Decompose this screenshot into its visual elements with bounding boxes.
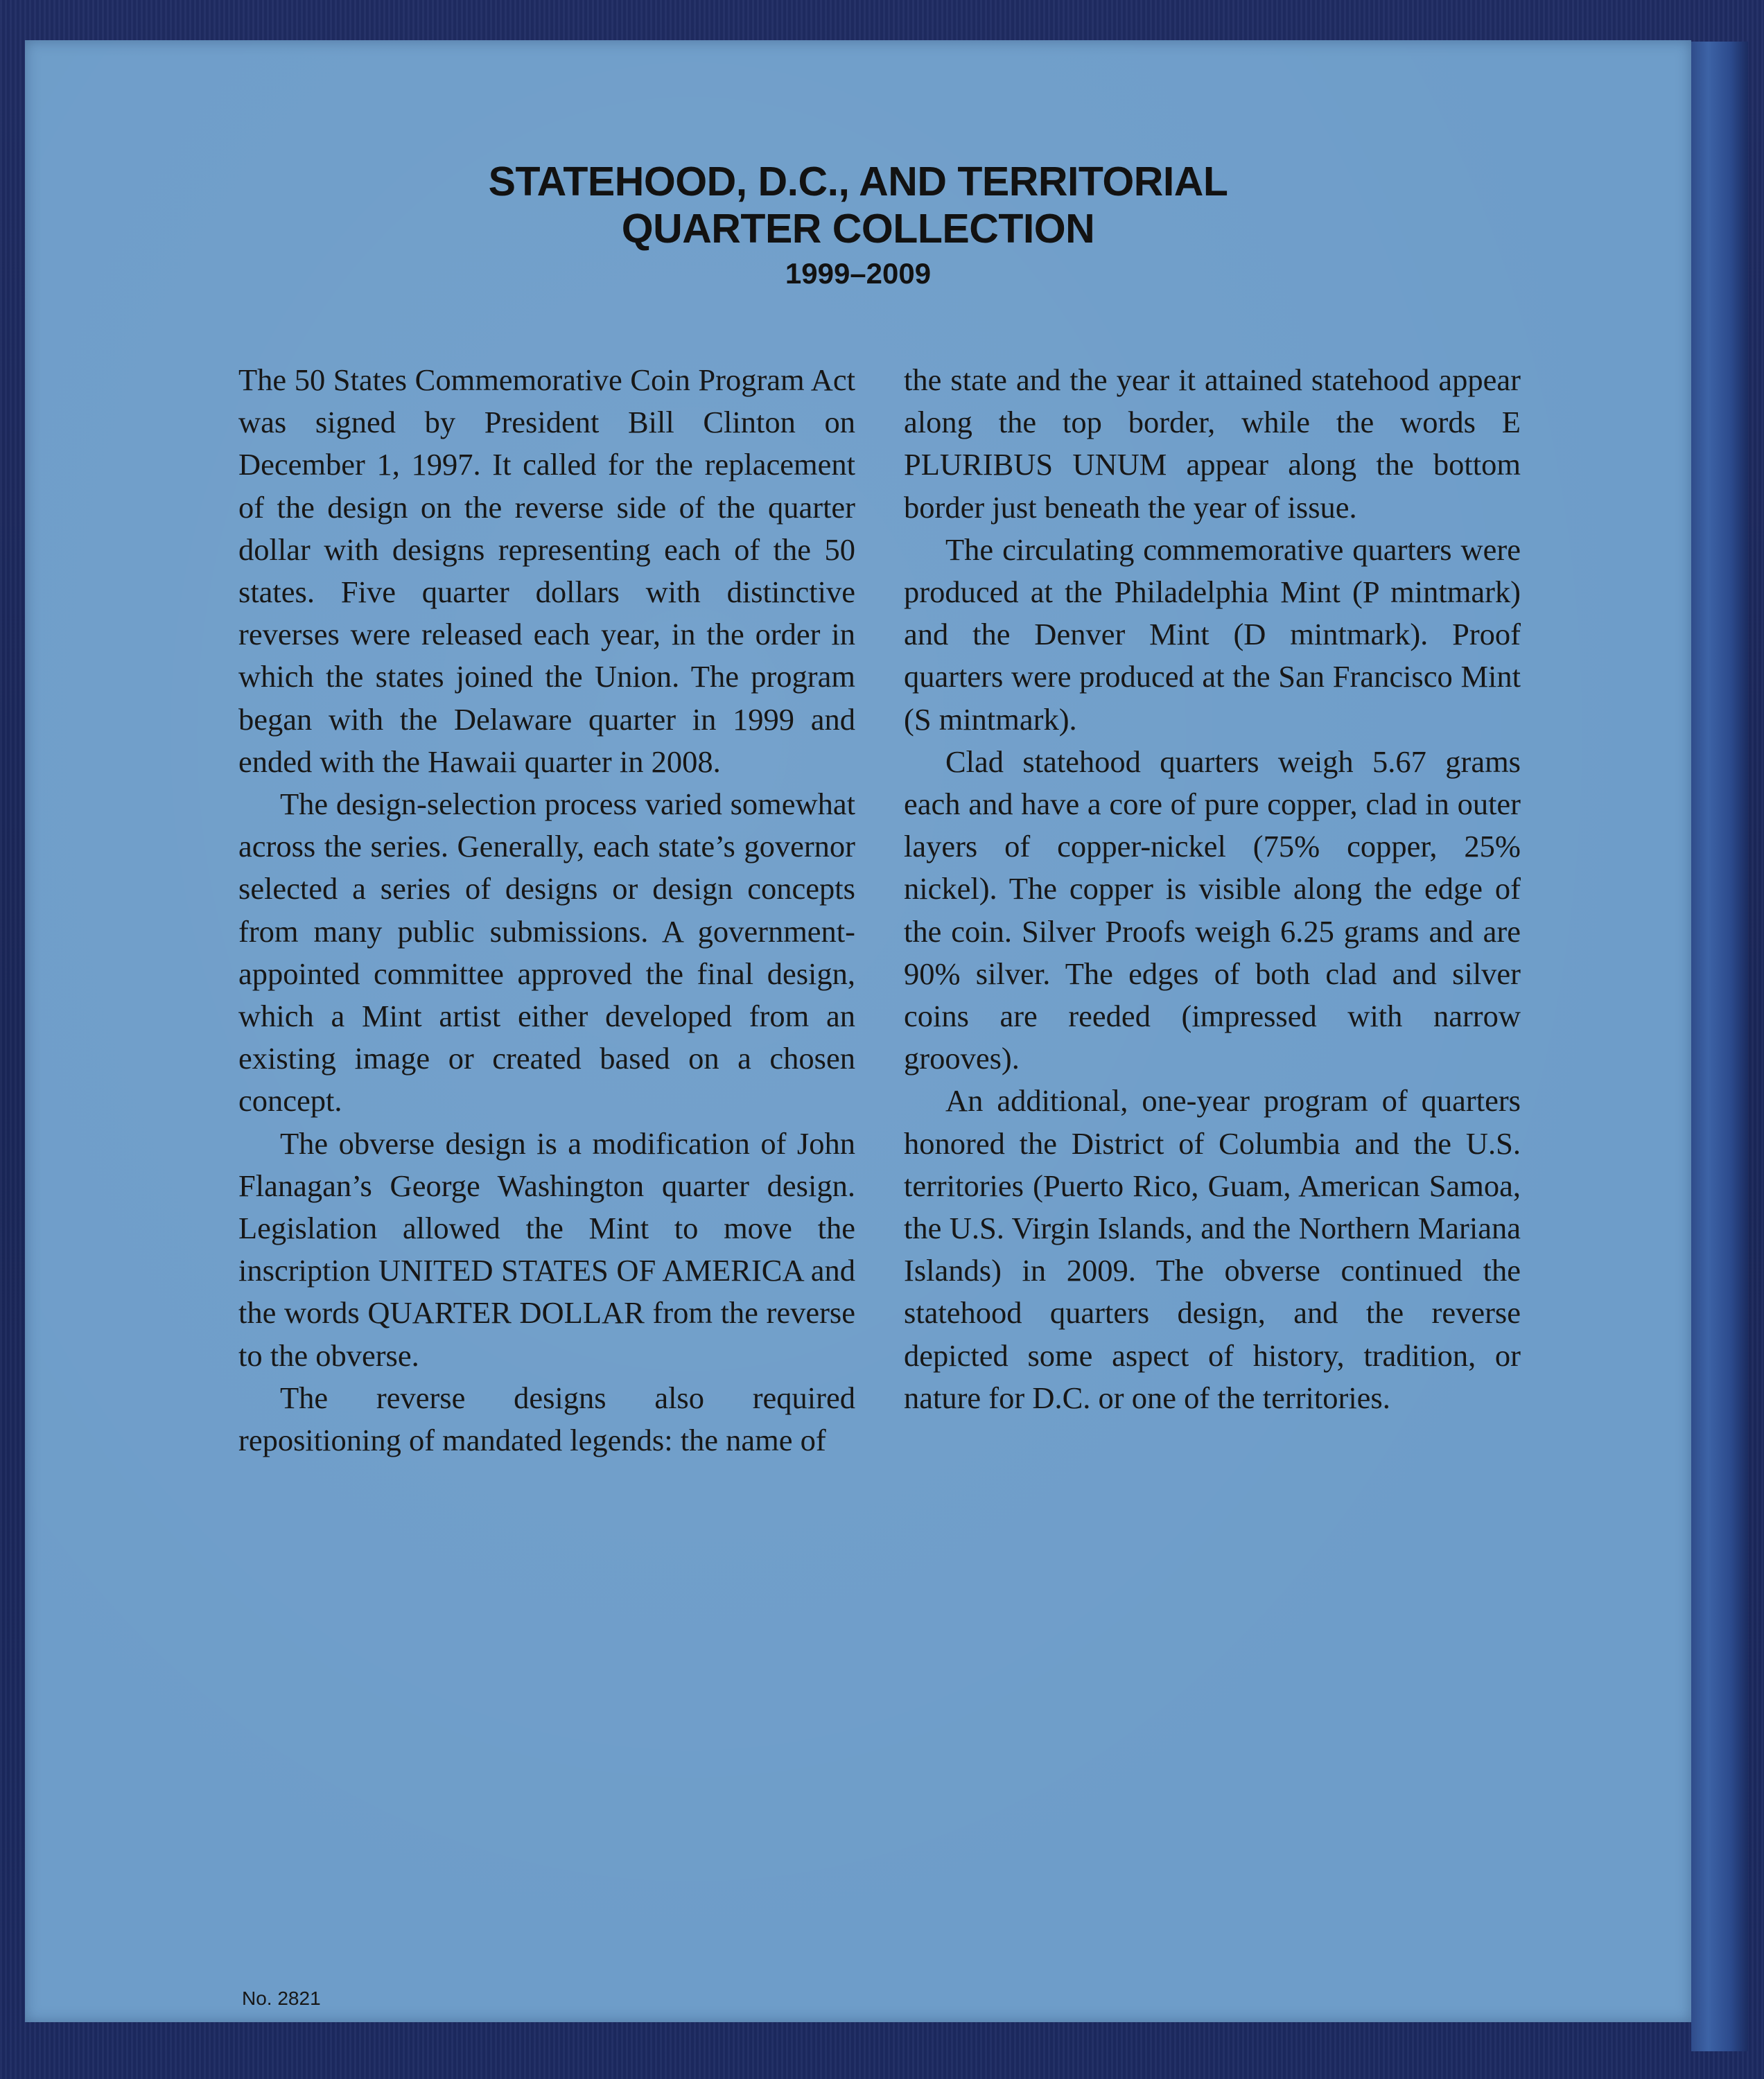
paragraph-obverse-design: The obverse design is a modification of John Flanagan’s George Washington quarter design. Legislation allowed the Mint to move the inscription UNITED STATES OF AMERICA and the words QUARTER DOLLAR from the reverse to the obverse. <box>238 1125 855 1373</box>
title-line-1: STATEHOOD, D.C., AND TERRITORIAL <box>488 159 1228 204</box>
catalog-number: No. 2821 <box>242 1988 321 2009</box>
back-cover-panel <box>25 40 1691 2022</box>
paragraph-mints: The circulating commemorative quarters were produced at the Philadelphia Mint (P mintmark) and the Denver Mint (D mintmark). Proof quarters were produced at the San Francisco Mint (S mintmark). <box>904 532 1521 737</box>
paragraph-territories-program: An additional, one-year program of quarters honored the District of Columbia and the U.S. territories (Puerto Rico, Guam, American Samoa, the U.S. Virgin Islands, and the Northern Mariana Islands) in 2009. The obverse continued the statehood quarters design, and the reverse depicted some aspect of history, tradition, or nature for D.C. or one of the territories. <box>904 1083 1521 1415</box>
paragraph-reverse-designs: The reverse designs also required repositioning of mandated legends: the name of <box>238 1380 855 1458</box>
book-spine-edge <box>1691 42 1748 2051</box>
title-line-2: QUARTER COLLECTION <box>621 206 1095 252</box>
title-block <box>25 158 1691 294</box>
paragraph-composition: Clad statehood quarters weigh 5.67 grams each and have a core of pure copper, clad in outer layers of copper-nickel (75% copper, 25% nickel). The copper is visible along the edge of the coin. Silver Proofs weigh 6.25 grams and are 90% silver. The edges of both clad and silver coins are reeded (impressed with narrow grooves). <box>904 744 1521 1076</box>
left-text-column <box>238 359 855 1462</box>
right-text-column <box>904 359 1521 1419</box>
year-range: 1999–2009 <box>785 257 932 290</box>
paragraph-program-act: The 50 States Commemorative Coin Program Act was signed by President Bill Clinton on December 1, 1997. It called for the replacement of the design on the reverse side of the quarter dollar with designs representing each of the 50 states. Five quarter dollars with distinctive reverses were released each year, in the order in which the states joined the Union. The program began with the Delaware quarter in 1999 and ended with the Hawaii quarter in 2008. <box>238 362 855 779</box>
paragraph-design-selection: The design-selection process varied somewhat across the series. Generally, each state’s governor selected a series of designs or design concepts from many public submissions. A government-appointed committee approved the final design, which a Mint artist either developed from an existing image or created based on a chosen concept. <box>238 787 855 1119</box>
paragraph-reverse-designs-continued: the state and the year it attained statehood appear along the top border, while the words E PLURIBUS UNUM appear along the bottom border just beneath the year of issue. <box>904 362 1521 525</box>
